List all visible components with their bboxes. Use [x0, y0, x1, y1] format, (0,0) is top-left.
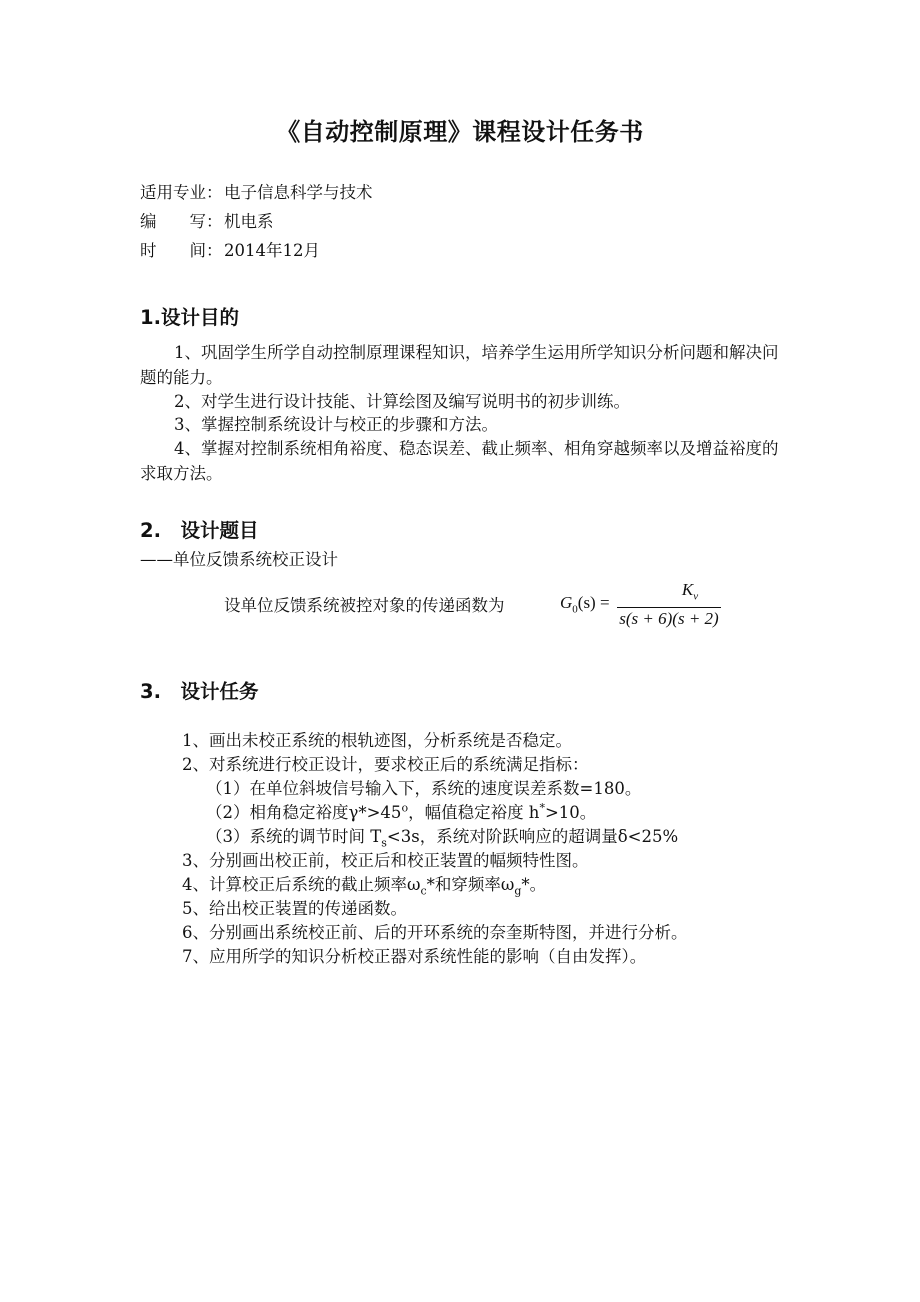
task-subitem: （3）系统的调节时间 $T_s<3s$，系统对阶跃响应的超调量δ<25%: [206, 827, 679, 850]
page-title: 《自动控制原理》课程设计任务书: [276, 118, 644, 146]
section3-heading: 3. 设计任务: [140, 680, 259, 703]
task-item: 7、应用所学的知识分析校正器对系统性能的影响（自由发挥）。: [182, 947, 647, 966]
section1-paragraph: 1、巩固学生所学自动控制原理课程知识，培养学生运用所学知识分析问题和解决问题的能力。: [140, 343, 779, 387]
meta-author: [140, 208, 274, 232]
formula-denominator: s(s + 6)(s + 2): [619, 609, 719, 628]
meta-date: [140, 237, 320, 261]
meta-label: 适用专业：: [140, 183, 223, 202]
task-item: 1、画出未校正系统的根轨迹图，分析系统是否稳定。: [182, 731, 572, 750]
task-item: 4、计算校正后系统的截止频率$\omega_c*$和穿频率$\omega_g*$。: [182, 875, 547, 898]
task-item: 5、给出校正装置的传递函数。: [182, 899, 407, 918]
task-subitem: （2）相角稳定裕度$\gamma*>45^o$，幅值稳定裕度 h*>10。: [206, 801, 597, 822]
section1-paragraph: 4、掌握对控制系统相角裕度、稳态误差、截止频率、相角穿越频率以及增益裕度的求取方法。: [140, 439, 779, 483]
section1-paragraph: 3、掌握控制系统设计与校正的步骤和方法。: [174, 415, 498, 434]
meta-label: 编 写：: [140, 212, 223, 231]
meta-value: 机电系: [224, 212, 274, 231]
meta-major: [140, 179, 373, 203]
formula-numerator: $K_v$: [681, 580, 699, 603]
section1-heading: 1.设计目的: [140, 306, 239, 329]
section2-subtitle: ——单位反馈系统校正设计: [140, 550, 338, 569]
formula-lhs: $G_0(s)$ =: [560, 593, 610, 616]
task-subitem: （1）在单位斜坡信号输入下，系统的速度误差系数=180。: [206, 779, 642, 798]
meta-value: 电子信息科学与技术: [224, 183, 373, 202]
meta-value: 2014年12月: [224, 241, 320, 260]
task-item: 3、分别画出校正前，校正后和校正装置的幅频特性图。: [182, 851, 589, 870]
meta-label: 时 间：: [140, 241, 223, 260]
section2-heading: 2. 设计题目: [140, 519, 259, 542]
task-item: 6、分别画出系统校正前、后的开环系统的奈奎斯特图，并进行分析。: [182, 923, 688, 942]
formula-description: 设单位反馈系统被控对象的传递函数为: [224, 596, 505, 615]
task-item: 2、对系统进行校正设计，要求校正后的系统满足指标：: [182, 755, 589, 774]
section1-paragraph: 2、对学生进行设计技能、计算绘图及编写说明书的初步训练。: [174, 392, 630, 411]
fraction-bar: [617, 607, 721, 608]
